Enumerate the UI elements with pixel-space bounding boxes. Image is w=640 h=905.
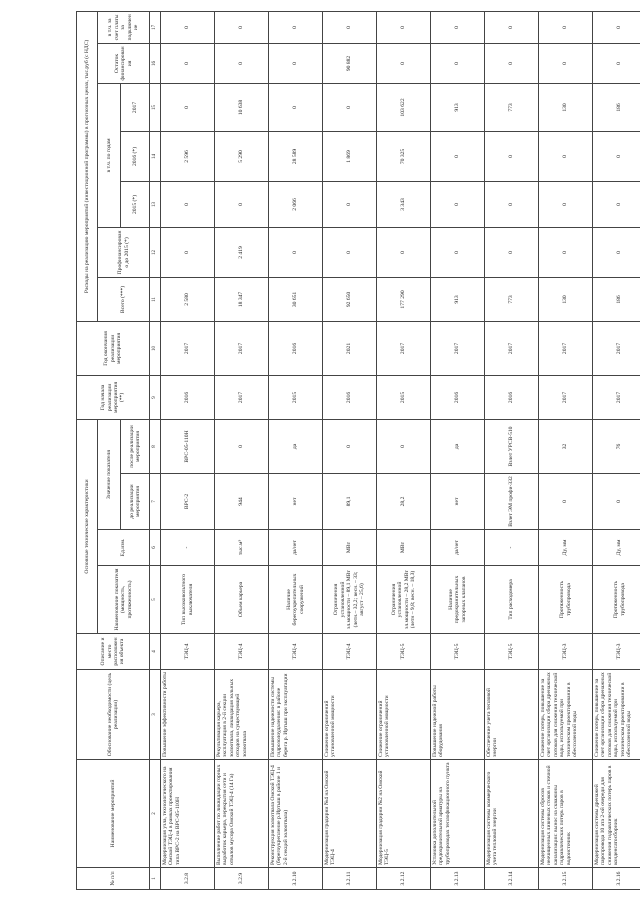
- cost-2016: 0: [539, 131, 593, 181]
- end-year: 2016: [269, 321, 323, 375]
- cost-connection-fee: 0: [161, 11, 215, 43]
- header-from-funds: в т.ч. за счет платы за подключение: [98, 11, 150, 43]
- cost-2017: 186: [593, 83, 640, 131]
- measure-justification: Снижение ограничений установленной мощности: [377, 670, 431, 760]
- cost-2016: 0: [593, 131, 640, 181]
- cost-2016: 2 596: [161, 131, 215, 181]
- header-object: Описание и место расположения объекта: [77, 634, 150, 670]
- cost-2015: 0: [539, 181, 593, 227]
- cost-2015: 0: [593, 181, 640, 227]
- value-after: 0: [215, 419, 269, 473]
- end-year: 2017: [431, 321, 485, 375]
- table-row: [485, 11, 539, 889]
- cost-2015: 0: [161, 181, 215, 227]
- indicator-name: Объем карьера: [215, 566, 269, 634]
- cost-total: 177 290: [377, 277, 431, 321]
- cost-2015: 0: [323, 181, 377, 227]
- value-before: 944: [215, 474, 269, 530]
- cost-remaining: 0: [431, 43, 485, 83]
- start-year: 2015: [269, 375, 323, 419]
- header-tech-group: Основные технические характеристики: [77, 419, 98, 633]
- value-after: 0: [323, 419, 377, 473]
- cost-2015: 0: [431, 181, 485, 227]
- end-year: 2017: [593, 321, 640, 375]
- cost-financed: 0: [377, 227, 431, 277]
- end-year: 2017: [161, 321, 215, 375]
- table-row: [161, 11, 215, 889]
- header-remaining: Остаток финансирования: [98, 43, 150, 83]
- measure-name: Модернизация системы сбросов неочищенных ливневых стоков и сточной канализации: вынос на скважины гидравлических потерь паров в водоисточник: [539, 760, 593, 868]
- cost-2015: 2 066: [269, 181, 323, 227]
- unit: тыс.м³: [215, 530, 269, 566]
- value-after: Взлет УРСВ-510: [485, 419, 539, 473]
- cost-total: 30 651: [269, 277, 323, 321]
- cost-connection-fee: 0: [593, 11, 640, 43]
- cost-total: 2 580: [161, 277, 215, 321]
- header-financed: Профинансировано до 2015 (*): [98, 227, 150, 277]
- unit: -: [485, 530, 539, 566]
- cost-2017: 913: [431, 83, 485, 131]
- cost-2015: 3 343: [377, 181, 431, 227]
- object-location: ТЭЦ-3: [539, 634, 593, 670]
- object-location: ТЭЦ-4: [269, 634, 323, 670]
- measure-name: Модернизация градирни №2 на Омской ТЭЦ-5: [377, 760, 431, 868]
- row-number: 3.2.12: [377, 868, 431, 890]
- header-2017: 2017: [121, 83, 150, 131]
- header-justification: Обоснование необходимости (цель реализации): [77, 670, 150, 760]
- cost-remaining: 0: [485, 43, 539, 83]
- column-number: 9: [150, 375, 161, 419]
- header-values-group: Значение показателя: [98, 419, 121, 529]
- measure-justification: Повышение эффективности работы: [161, 670, 215, 760]
- value-before: 0: [593, 474, 640, 530]
- cost-2017: 773: [485, 83, 539, 131]
- cost-remaining: 0: [269, 43, 323, 83]
- measure-name: Реконструкция золоотвала Омской ТЭЦ-4 (берегоукрепление р.Иртыш в районе 1 и 2-й секций золоотвала): [269, 760, 323, 868]
- object-location: ТЭЦ-4: [323, 634, 377, 670]
- cost-financed: 0: [323, 227, 377, 277]
- column-number: 16: [150, 43, 161, 83]
- cost-financed: 0: [269, 227, 323, 277]
- header-name: Наименование мероприятий: [77, 760, 150, 868]
- cost-2017: 0: [269, 83, 323, 131]
- measure-name: Модернизация градирни №4 на Омской ТЭЦ-4: [323, 760, 377, 868]
- object-location: ТЭЦ-5: [431, 634, 485, 670]
- cost-total: 130: [539, 277, 593, 321]
- cost-connection-fee: 0: [377, 11, 431, 43]
- cost-2015: 0: [215, 181, 269, 227]
- column-number: 10: [150, 321, 161, 375]
- header-2016: 2016 (*): [121, 131, 150, 181]
- column-number: 3: [150, 670, 161, 760]
- column-number: 13: [150, 181, 161, 227]
- row-number: 3.2.8: [161, 868, 215, 890]
- cost-financed: 0: [539, 227, 593, 277]
- cost-2016: 5 290: [215, 131, 269, 181]
- indicator-name: Протяженность трубопровода: [539, 566, 593, 634]
- row-number: 3.2.10: [269, 868, 323, 890]
- column-number: 1: [150, 868, 161, 890]
- indicator-name: Тип высоковольтного выключателя: [161, 566, 215, 634]
- table-row: [431, 11, 485, 889]
- measure-justification: Снижение потерь, повышение за счет организации сбора дренажных потоков для снижения технической воды, используемой при техническом проектировании в обессоленной воды: [539, 670, 593, 760]
- table-row: [377, 11, 431, 889]
- measure-justification: Повышение надежной работы оборудования: [431, 670, 485, 760]
- header-unit: Ед.изм.: [98, 530, 150, 566]
- value-before: 28,2: [377, 474, 431, 530]
- measure-name: Модернизация системы дренажей паропровода 10 ата 2-ой очереди для снижения гидравлических потерь паров в конденсатосборник: [593, 760, 640, 868]
- start-year: 2017: [539, 375, 593, 419]
- indicator-name: Тип расходомера: [485, 566, 539, 634]
- end-year: 2017: [377, 321, 431, 375]
- object-location: ТЭЦ-3: [593, 634, 640, 670]
- column-number: 11: [150, 277, 161, 321]
- unit: Ду, мм: [593, 530, 640, 566]
- object-location: ТЭЦ-4: [161, 634, 215, 670]
- value-after: 32: [539, 419, 593, 473]
- unit: МВт: [377, 530, 431, 566]
- unit: да/нет: [269, 530, 323, 566]
- value-after: 0: [377, 419, 431, 473]
- cost-2017: 10 638: [215, 83, 269, 131]
- header-2015: 2015 (*): [121, 181, 150, 227]
- start-year: 2017: [215, 375, 269, 419]
- table-row: [593, 11, 640, 889]
- investment-table: [76, 11, 640, 890]
- start-year: 2016: [323, 375, 377, 419]
- header-indicator: Наименование показателя (мощность, протяженность): [98, 566, 150, 634]
- value-before: нет: [269, 474, 323, 530]
- value-before: ВРС-2: [161, 474, 215, 530]
- value-before: 89,1: [323, 474, 377, 530]
- column-number: 4: [150, 634, 161, 670]
- measure-justification: Снижение ограничений установленной мощности: [323, 670, 377, 760]
- row-number: 3.2.16: [593, 868, 640, 890]
- cost-2016: 70 325: [377, 131, 431, 181]
- start-year: 2016: [161, 375, 215, 419]
- value-after: да: [431, 419, 485, 473]
- measure-name: Модернизация узла, технологического на Омской ТЭЦ-4 в рамках проектирования типа ВРС-2 на ВРС-05-110H: [161, 760, 215, 868]
- end-year: 2017: [485, 321, 539, 375]
- header-costs-group: Расходы на реализацию мероприятий (инвестиционной программы) в прогнозных ценах, тыс.руб (с НДС): [77, 11, 98, 321]
- cost-remaining: 0: [161, 43, 215, 83]
- cost-2015: 0: [485, 181, 539, 227]
- cost-connection-fee: 0: [323, 11, 377, 43]
- indicator-name: Наличие берегоукрепительных сооружений: [269, 566, 323, 634]
- column-number: 12: [150, 227, 161, 277]
- cost-connection-fee: 0: [485, 11, 539, 43]
- cost-2016: 1 869: [323, 131, 377, 181]
- column-number: 17: [150, 11, 161, 43]
- header-end-year: Год окончания реализации мероприятия: [77, 321, 150, 375]
- measure-justification: Повышение надежности системы гидрозолоудаления: в районе берега р. Иртыш при эксплуатации: [269, 670, 323, 760]
- cost-total: 18 347: [215, 277, 269, 321]
- end-year: 2017: [215, 321, 269, 375]
- cost-connection-fee: 0: [269, 11, 323, 43]
- measure-name: Установка дополнительной предохранительной арматуры на трубопроводах теплофикационного пункта: [431, 760, 485, 868]
- cost-2017: 0: [323, 83, 377, 131]
- cost-2016: 0: [485, 131, 539, 181]
- unit: да/нет: [431, 530, 485, 566]
- row-number: 3.2.9: [215, 868, 269, 890]
- value-after: да: [269, 419, 323, 473]
- header-after: после реализации мероприятия: [121, 419, 150, 473]
- column-number-row: [150, 11, 161, 889]
- header-no: № п/п: [77, 868, 150, 890]
- cost-remaining: 0: [593, 43, 640, 83]
- value-before: нет: [431, 474, 485, 530]
- table-row: [539, 11, 593, 889]
- cost-remaining: 0: [539, 43, 593, 83]
- unit: МВт: [323, 530, 377, 566]
- object-location: ТЭЦ-4: [215, 634, 269, 670]
- cost-financed: 0: [161, 227, 215, 277]
- object-location: ТЭЦ-5: [377, 634, 431, 670]
- measure-justification: Рекультивация карьера, эксплуатация в 2-й секции золоотвала, ликвидация зольных отходов на существующей золоотвала: [215, 670, 269, 760]
- cost-financed: 0: [431, 227, 485, 277]
- measure-justification: Обеспечение учета тепловой энергии: [485, 670, 539, 760]
- cost-total: 186: [593, 277, 640, 321]
- indicator-name: Ограничения установленной эл.мощности – 28,2 МВт (летн – 9,8; весн. – 18,3): [377, 566, 431, 634]
- object-location: ТЭЦ-5: [485, 634, 539, 670]
- header-start-year: Год начала реализации мероприятия (**): [77, 375, 150, 419]
- cost-2017: 103 622: [377, 83, 431, 131]
- indicator-name: Протяженность трубопровода: [593, 566, 640, 634]
- end-year: 2017: [539, 321, 593, 375]
- start-year: 2016: [485, 375, 539, 419]
- value-before: Взлет ЭМ профи-332: [485, 474, 539, 530]
- cost-connection-fee: 0: [539, 11, 593, 43]
- cost-total: 92 650: [323, 277, 377, 321]
- value-before: 0: [539, 474, 593, 530]
- unit: Ду, мм: [539, 530, 593, 566]
- table-row: [269, 11, 323, 889]
- cost-remaining: 0: [215, 43, 269, 83]
- column-number: 14: [150, 131, 161, 181]
- cost-total: 913: [431, 277, 485, 321]
- value-after: 76: [593, 419, 640, 473]
- start-year: 2016: [431, 375, 485, 419]
- measure-name: Модернизация системы коммерческого учета тепловой энергии: [485, 760, 539, 868]
- cost-total: 773: [485, 277, 539, 321]
- column-number: 8: [150, 419, 161, 473]
- column-number: 7: [150, 474, 161, 530]
- measure-justification: Снижение потерь, повышение за счет организации сбора дренажных потоков для снижения технической воды, используемой при техническом проектировании в обессоленной воды: [593, 670, 640, 760]
- header-before: до реализации мероприятия: [121, 474, 150, 530]
- cost-financed: 2 419: [215, 227, 269, 277]
- cost-2016: 28 589: [269, 131, 323, 181]
- cost-2016: 0: [431, 131, 485, 181]
- cost-remaining: 0: [377, 43, 431, 83]
- row-number: 3.2.11: [323, 868, 377, 890]
- column-number: 2: [150, 760, 161, 868]
- cost-connection-fee: 0: [431, 11, 485, 43]
- indicator-name: Ограничения установленной эл.мощности – 89,1 МВт (летн.– 32,2; весн. – 33; август – 25,6): [323, 566, 377, 634]
- end-year: 2021: [323, 321, 377, 375]
- header-total: Всего (***): [98, 277, 150, 321]
- cost-connection-fee: 0: [215, 11, 269, 43]
- start-year: 2015: [377, 375, 431, 419]
- table-row: [323, 11, 377, 889]
- row-number: 3.2.15: [539, 868, 593, 890]
- cost-financed: 0: [593, 227, 640, 277]
- cost-financed: 0: [485, 227, 539, 277]
- column-number: 15: [150, 83, 161, 131]
- measure-name: Выполнение работ по ликвидации горных выработок карьера, перекрытия сети и отвалов мусора Омской ТЭЦ-4 (14 Га): [215, 760, 269, 868]
- row-number: 3.2.13: [431, 868, 485, 890]
- table-row: [215, 11, 269, 889]
- unit: -: [161, 530, 215, 566]
- row-number: 3.2.14: [485, 868, 539, 890]
- indicator-name: Наличие предохранительных запорных клапанов: [431, 566, 485, 634]
- start-year: 2017: [593, 375, 640, 419]
- column-number: 6: [150, 530, 161, 566]
- cost-2017: 130: [539, 83, 593, 131]
- column-number: 5: [150, 566, 161, 634]
- cost-2017: 0: [161, 83, 215, 131]
- value-after: ВРС-05-110H: [161, 419, 215, 473]
- cost-remaining: 90 882: [323, 43, 377, 83]
- header-by-years: в т.ч. по годам: [98, 83, 121, 227]
